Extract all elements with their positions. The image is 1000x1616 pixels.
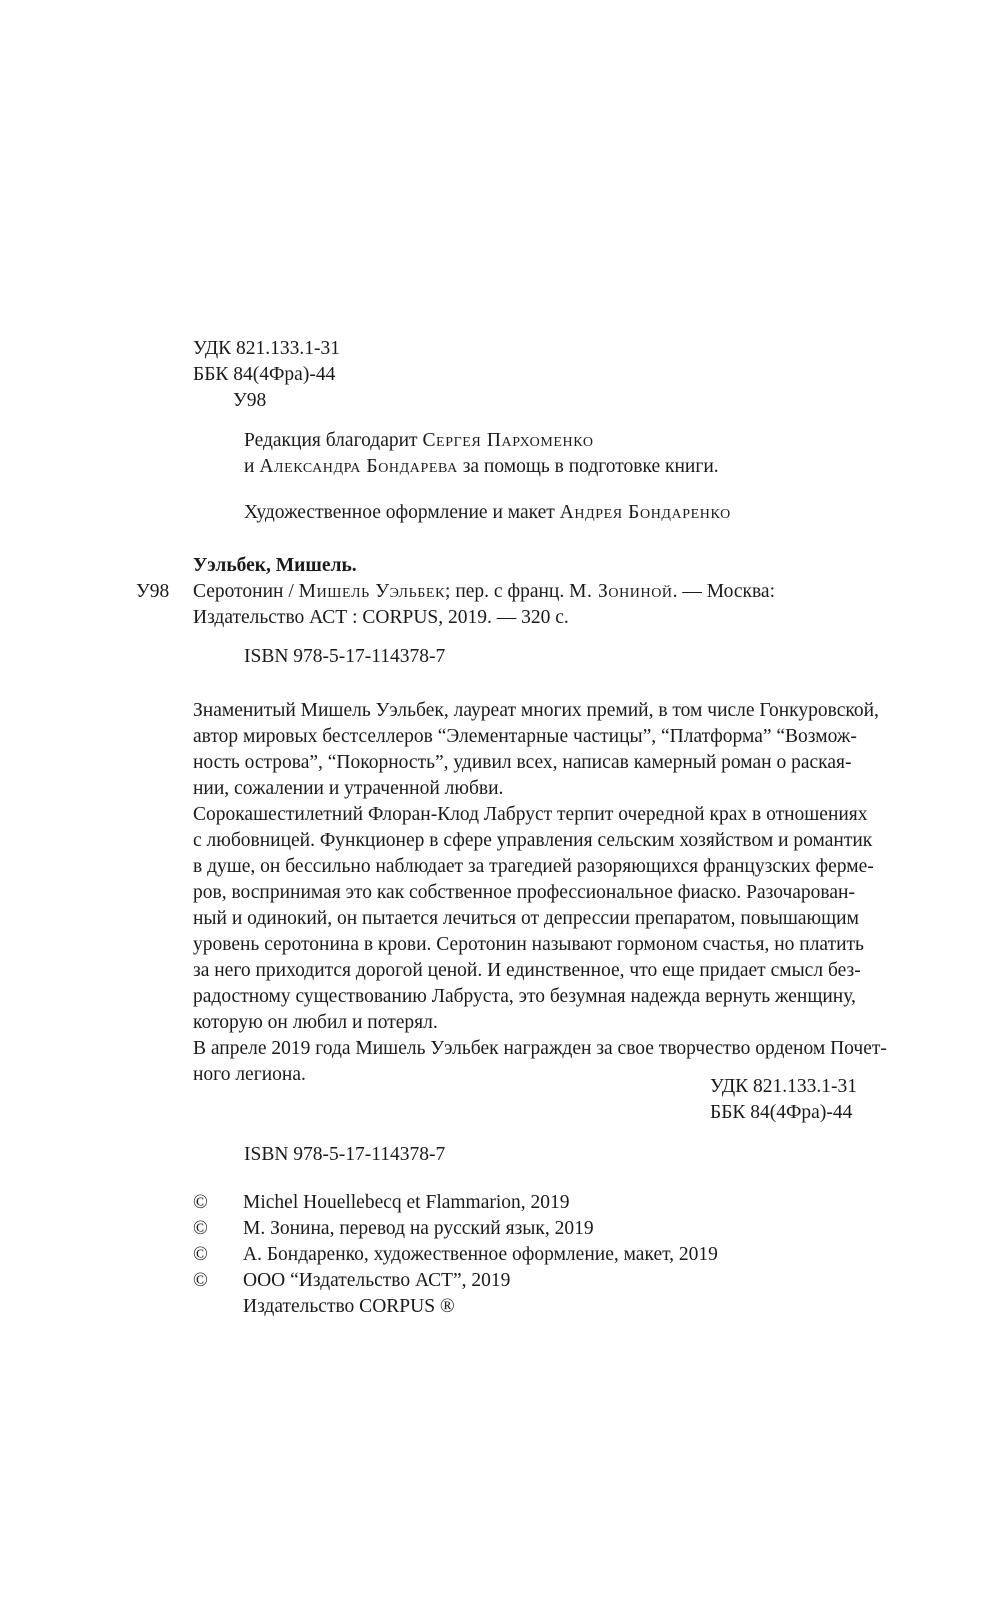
copyright-icon: © — [193, 1270, 208, 1291]
acknowledgment-prefix-2: и — [244, 456, 260, 477]
acknowledgment-line-2 — [244, 454, 719, 480]
copyright-icon: © — [193, 1192, 208, 1213]
copyright-icon: © — [193, 1218, 208, 1239]
bbk-code: ББК 84(4Фра)-44 — [193, 364, 336, 385]
bbk-code-repeat: ББК 84(4Фра)-44 — [710, 1102, 853, 1123]
design-credit-prefix: Художественное оформление и макет — [244, 502, 560, 523]
catalog-title-line — [193, 579, 775, 605]
classification-repeat — [710, 1074, 857, 1126]
isbn-repeat: ISBN 978-5-17-114378-7 — [244, 1144, 446, 1165]
catalog-translator: М. Зониной — [569, 581, 673, 602]
design-credit-name: Андрея Бондаренко — [559, 502, 731, 523]
copyright-row — [193, 1190, 793, 1216]
annotation-line: ного легиона. — [193, 1064, 306, 1085]
annotation-line: В апреле 2019 года Мишель Уэльбек награжден за свое творчество орденом Почет- — [193, 1038, 887, 1059]
udk-code: УДК 821.133.1-31 — [193, 338, 341, 359]
acknowledgment-name-2: Александра Бондарева — [259, 456, 458, 477]
annotation-line: радостному существованию Лабруста, это безумная надежда вернуть женщину, — [193, 986, 856, 1007]
catalog-place: . — Москва: — [672, 581, 776, 602]
annotation-line: нии, сожалении и утраченной любви. — [193, 778, 504, 799]
catalog-entry — [193, 579, 775, 631]
annotation-line: уровень серотонина в крови. Серотонин называют гормоном счастья, но платить — [193, 934, 864, 955]
annotation-line: автор мировых бестселлеров “Элементарные частицы”, “Платформа” “Возмож- — [193, 726, 857, 747]
annotation-line: с любовницей. Функционер в сфере управления сельским хозяйством и романтик — [193, 830, 873, 851]
design-credit-line — [244, 500, 731, 526]
copyright-row — [193, 1268, 793, 1294]
catalog-isbn: ISBN 978-5-17-114378-7 — [244, 646, 446, 667]
copyright-row — [193, 1242, 793, 1268]
copyright-row — [193, 1294, 793, 1320]
copyright-text: Michel Houellebecq et Flammarion, 2019 — [243, 1192, 570, 1213]
annotation-line: ность острова”, “Покорность”, удивил всех, написав камерный роман о раская- — [193, 752, 852, 773]
annotation-line: ный и одинокий, он пытается лечиться от депрессии препаратом, повышающим — [193, 908, 859, 929]
copyright-text: М. Зонина, перевод на русский язык, 2019 — [243, 1218, 594, 1239]
annotation-line: в душе, он бессильно наблюдает за трагедией разоряющихся французских ферме- — [193, 856, 874, 877]
annotation-line: за него приходится дорогой ценой. И единственное, что еще придает смысл без- — [193, 960, 861, 981]
annotation-line: которую он любил и потерял. — [193, 1012, 438, 1033]
copyright-icon: © — [193, 1244, 208, 1265]
acknowledgment — [244, 428, 719, 480]
copyright-row — [193, 1216, 793, 1242]
catalog-publisher-line: Издательство АСТ : CORPUS, 2019. — 320 с. — [193, 607, 569, 628]
annotation — [193, 698, 887, 1088]
catalog-author-sc: Мишель Уэльбек — [298, 581, 446, 602]
acknowledgment-line-1 — [244, 428, 719, 454]
catalog-author-heading: Уэльбек, Мишель. — [193, 555, 357, 576]
annotation-line: Сорокашестилетний Флоран-Клод Лабруст терпит очередной крах в отношениях — [193, 804, 868, 825]
copyright-block — [193, 1190, 793, 1320]
acknowledgment-suffix: за помощь в подготовке книги. — [457, 456, 719, 477]
classification-block — [193, 336, 340, 414]
catalog-isbn-wrap — [244, 644, 445, 670]
acknowledgment-prefix: Редакция благодарит — [244, 430, 423, 451]
copyright-text: ООО “Издательство АСТ”, 2019 — [243, 1270, 511, 1291]
trademark-text: Издательство CORPUS ® — [243, 1296, 455, 1317]
isbn-repeat-wrap — [244, 1142, 445, 1168]
catalog-title: Серотонин / — [193, 581, 299, 602]
annotation-line: ров, воспринимая это как собственное профессиональное фиаско. Разочарован- — [193, 882, 855, 903]
catalog-author-mark-text: У98 — [136, 581, 170, 602]
udk-code-repeat: УДК 821.133.1-31 — [710, 1076, 858, 1097]
copyright-text: А. Бондаренко, художественное оформление, макет, 2019 — [243, 1244, 718, 1265]
catalog-author-heading-wrap — [193, 553, 357, 579]
design-credit — [244, 500, 731, 526]
author-mark: У98 — [233, 390, 267, 411]
annotation-line: Знаменитый Мишель Уэльбек, лауреат многих премий, в том числе Гонкуровской, — [193, 700, 879, 721]
catalog-translation: ; пер. с франц. — [445, 581, 570, 602]
acknowledgment-name-1: Сергея Пархоменко — [422, 430, 594, 451]
catalog-author-mark — [136, 579, 169, 605]
